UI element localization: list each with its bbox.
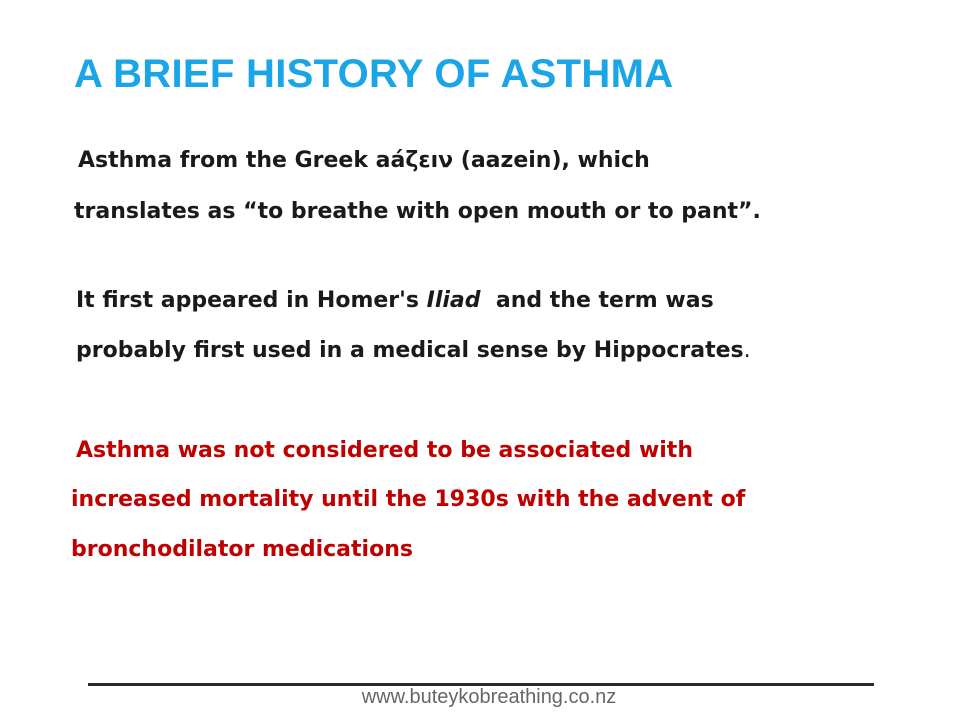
footer-url-link[interactable]: www.buteykobreathing.co.nz xyxy=(361,686,617,708)
paragraph-3-line-1: Asthma was not considered to be associated with xyxy=(76,438,693,463)
paragraph-2-line-2 xyxy=(76,337,751,365)
paragraph-2-period: . xyxy=(743,338,751,363)
slide-title: A BRIEF HISTORY OF ASTHMA xyxy=(74,52,674,96)
paragraph-2-line-1-text: It first appeared in Homer's xyxy=(76,288,427,313)
paragraph-2-line-1 xyxy=(76,287,714,315)
paragraph-2-line-2-text: probably first used in a medical sense by Hippocrates xyxy=(76,338,744,363)
footer xyxy=(0,686,960,709)
paragraph-3-line-2: increased mortality until the 1930s with the advent of xyxy=(71,487,746,512)
paragraph-1-line-1: Asthma from the Greek aáζεıν (aazein), which xyxy=(78,148,650,173)
paragraph-1-line-2: translates as “to breathe with open mouth or to pant”. xyxy=(74,199,761,224)
paragraph-3-line-3: bronchodilator medications xyxy=(71,537,413,562)
iliad-title-italic: Iliad xyxy=(426,288,481,313)
paragraph-2-line-1-rest: and the term was xyxy=(480,288,714,313)
